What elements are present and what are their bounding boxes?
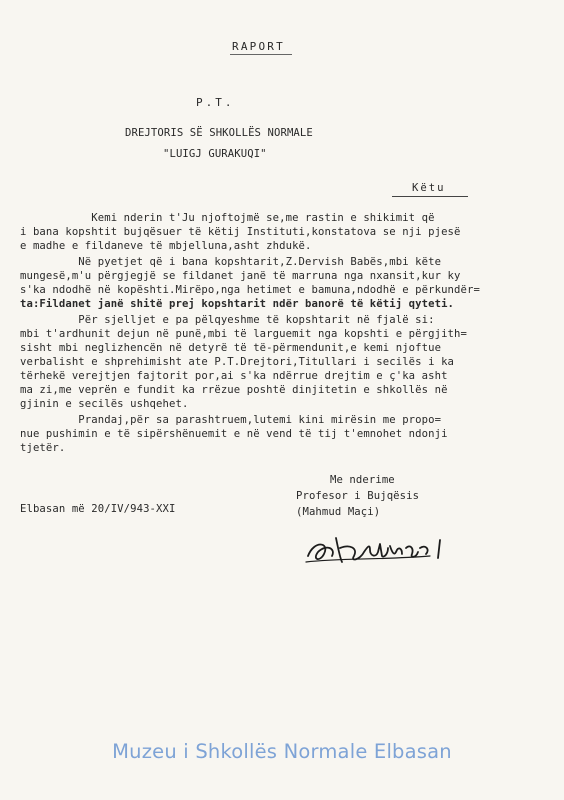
recipient-line-1: DREJTORIS SË SHKOLLËS NORMALE [125,127,313,139]
body-line: tjetër. [20,442,66,454]
recipient-prefix: P.T. [196,96,235,109]
body-line: Kemi nderin t'Ju njoftojmë se,me rastin e shikimit që [20,212,435,224]
body-line: gjinin e secilës ushqehet. [20,398,189,410]
body-line: nue pushimin e të sipërshënuemit e në vend të tij t'emnohet ndonji [20,428,448,440]
body-line: e madhe e fildaneve të mbjelluna,asht zhdukë. [20,240,312,252]
body-line: sisht mbi neglizhencën në detyrë të të-përmendunit,e kemi njoftue [20,342,442,354]
body-line: ma zi,me veprën e fundit ka rrëzue poshtë dinjitetin e shkollës në [20,384,448,396]
closing-salutation: Me nderime [330,474,395,486]
museum-watermark: Muzeu i Shkollës Normale Elbasan [112,740,452,763]
signer-title: Profesor i Bujqësis [296,490,420,502]
body-line: Për sjelljet e pa pëlqyeshme të kopshtarit në fjalë si: [20,314,435,326]
body-line: verbalisht e shprehimisht ate P.T.Drejtori,Titullari i secilës i ka [20,356,455,368]
body-line: i bana kopshtit bujqësuer të këtij Instituti,konstatova se nji pjesë [20,226,461,238]
body-line-emphasis: ta:Fildanet janë shitë prej kopshtarit ndër banorë të këtij qyteti. [20,298,455,310]
body-line: mbi t'ardhunit dejun në punë,mbi të larguemit nga kopshti e përgjith= [20,328,467,340]
recipient-line-2: "LUIGJ GURAKUQI" [163,148,267,160]
location-label: Këtu [412,182,446,194]
document-title: RAPORT [232,40,285,53]
body-line: Në pyetjet që i bana kopshtarit,Z.Dervish Babës,mbi këte [20,256,442,268]
body-line: mungesë,m'u përgjegjë se fildanet janë të marruna nga nxansit,kur ky [20,270,461,282]
signer-name: (Mahmud Maçi) [296,506,381,518]
body-line: tërhekë verejtjen fajtorit por,ai s'ka ndërrue drejtim e ç'ka asht [20,370,448,382]
body-line: s'ka ndodhë në kopështi.Mirëpo,nga hetimet e bamuna,ndodhë e përkundër= [20,284,480,296]
place-date: Elbasan më 20/IV/943-XXI [20,503,176,515]
title-underline [230,54,292,55]
handwritten-signature [300,518,460,570]
location-underline [392,196,468,197]
body-line: Prandaj,për sa parashtruem,lutemi kini mirësin me propo= [20,414,442,426]
